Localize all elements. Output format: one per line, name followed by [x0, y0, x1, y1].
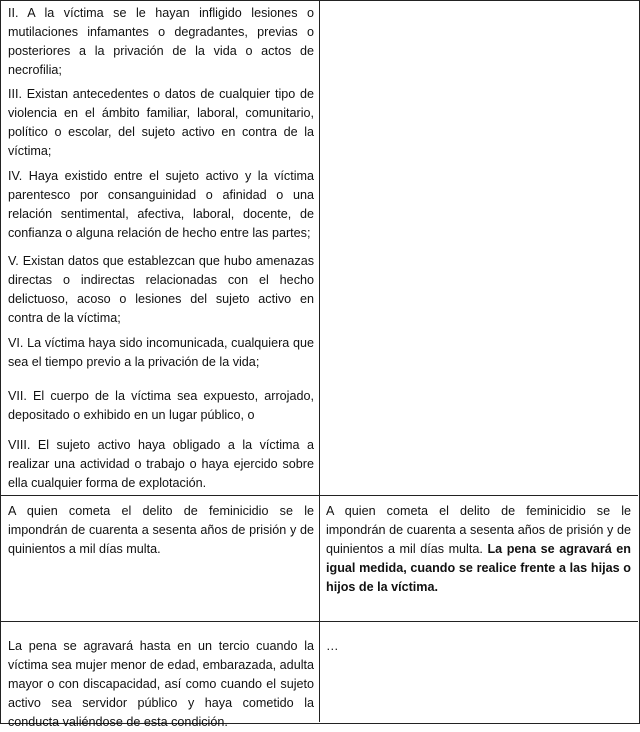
fraction-ii-text: II. A la víctima se le hayan infligido lesiones o mutilaciones infamantes o degradantes, previas o posteriores a la privación de la vida o actos de necrofilia; [8, 6, 314, 77]
fraction-iv-text: IV. Haya existido entre el sujeto activo y la víctima parentesco por consanguinidad o afinidad o una relación sentimental, afectiva, laboral, docente, de confianza o alguna relación de hecho entre las partes; [8, 169, 314, 240]
fraction-viii-text: VIII. El sujeto activo haya obligado a la víctima a realizar una actividad o trabajo o haya ejercido sobre ella cualquier forma de explotación. [8, 438, 314, 490]
row-divider [0, 495, 638, 496]
right-penalty-text: A quien cometa el delito de feminicidio se le impondrán de cuarenta a sesenta años de prisión y de quinientos a mil días multa. [326, 504, 631, 556]
fraction-v-text: V. Existan datos que establezcan que hubo amenazas directas o indirectas relacionadas con el hecho delictuoso, acoso o lesiones del sujeto activo en contra de la víctima; [8, 254, 314, 325]
right-penalty-paragraph [326, 502, 631, 597]
fraction-vii-text: VII. El cuerpo de la víctima sea expuesto, arrojado, depositado o exhibido en un lugar público, o [8, 389, 314, 422]
right-column [321, 0, 638, 722]
fraction-iii-text: III. Existan antecedentes o datos de cualquier tipo de violencia en el ámbito familiar, laboral, comunitario, político o escolar, del sujeto activo en contra de la víctima; [8, 87, 314, 158]
right-ellipsis: … [326, 639, 339, 653]
row-divider [0, 621, 638, 622]
left-penalty-text: A quien cometa el delito de feminicidio se le impondrán de cuarenta a sesenta años de prisión y de quinientos a mil días multa. [8, 504, 314, 556]
right-penalty-bold-addition: La pena se agravará en igual medida, cuando se realice frente a las hijas o hijos de la víctima. [326, 542, 632, 594]
fraction-vi-text: VI. La víctima haya sido incomunicada, cualquiera que sea el tiempo previo a la privación de la vida; [8, 336, 314, 369]
left-aggravation-text: La pena se agravará hasta en un tercio cuando la víctima sea mujer menor de edad, embarazada, adulta mayor o con discapacidad, así como cuando el sujeto activo sea servidor público y haya cometido la conducta valiéndose de esta condición. [8, 639, 314, 729]
